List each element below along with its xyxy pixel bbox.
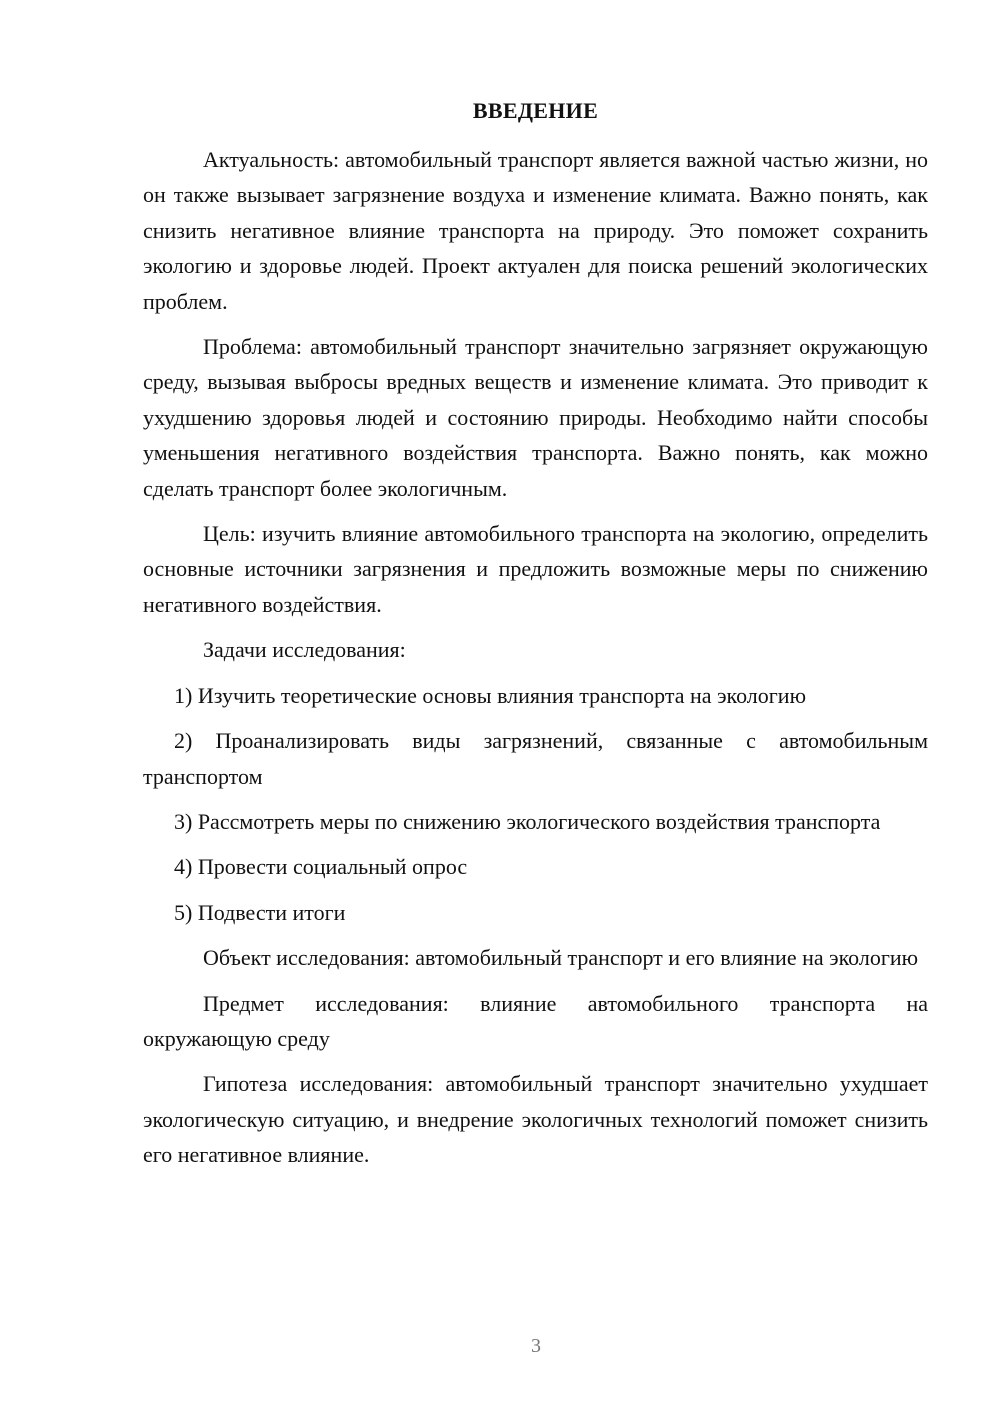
page-number: 3	[531, 1335, 541, 1357]
paragraph-tasks-heading: Задачи исследования:	[203, 637, 406, 663]
paragraph-goal: Цель: изучить влияние автомобильного транспорта на экологию, определить основные источники загрязнения и предложить возможные меры по снижению негативного воздействия.	[143, 521, 928, 617]
paragraph-relevance: Актуальность: автомобильный транспорт является важной частью жизни, но он также вызывает загрязнение воздуха и изменение климата. Важно понять, как снизить негативное влияние транспорта на природу. Это поможет сохранить экологию и здоровье людей. Проект актуален для поиска решений экологических проблем.	[143, 147, 928, 314]
list-item-task-1: 1) Изучить теоретические основы влияния транспорта на экологию	[174, 682, 807, 708]
list-item-task-4: 4) Провести социальный опрос	[174, 854, 468, 880]
paragraph-object: Объект исследования: автомобильный транспорт и его влияние на экологию	[203, 945, 919, 971]
section-heading: ВВЕДЕНИЕ	[472, 98, 599, 123]
list-item-task-3: 3) Рассмотреть меры по снижению экологического воздействия транспорта	[174, 808, 881, 834]
document-body	[143, 142, 928, 1183]
paragraph-hypothesis: Гипотеза исследования: автомобильный транспорт значительно ухудшает экологическую ситуацию, и внедрение экологичных технологий поможет снизить его негативное влияние.	[143, 1071, 928, 1168]
list-item-task-5: 5) Подвести итоги	[174, 899, 346, 925]
paragraph-subject: Предмет исследования: влияние автомобильного транспорта на окружающую среду	[143, 990, 928, 1051]
list-item-task-2: 2) Проанализировать виды загрязнений, связанные с автомобильным транспортом	[143, 728, 928, 789]
paragraph-problem: Проблема: автомобильный транспорт значительно загрязняет окружающую среду, вызывая выбросы вредных веществ и изменение климата. Это приводит к ухудшению здоровья людей и состоянию природы. Необходимо найти способы уменьшения негативного воздействия транспорта. Важно понять, как можно сделать транспорт более экологичным.	[143, 334, 928, 501]
